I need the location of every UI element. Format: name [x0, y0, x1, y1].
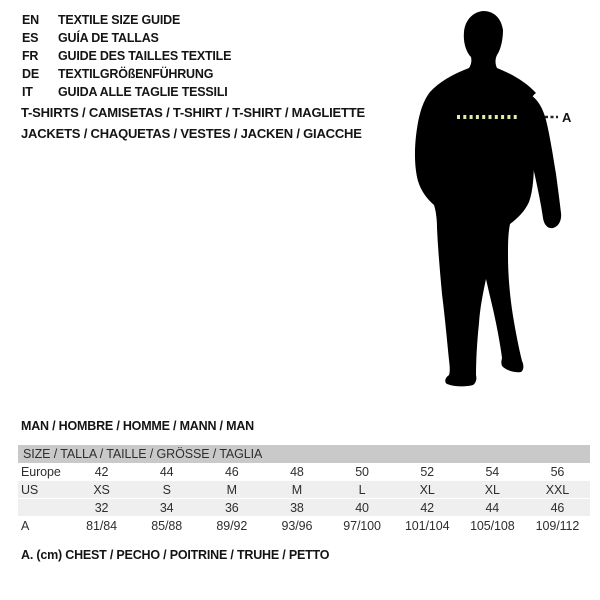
- size-cell: 46: [525, 499, 590, 517]
- size-cell: 109/112: [525, 517, 590, 535]
- language-row: [22, 83, 231, 101]
- size-cell: 85/88: [134, 517, 199, 535]
- size-table: [18, 445, 590, 535]
- size-table-header: SIZE / TALLA / TAILLE / GRÖSSE / TAGLIA: [18, 445, 590, 463]
- language-code: IT: [22, 85, 33, 99]
- size-cell: 48: [264, 463, 329, 481]
- size-table-grid: [18, 463, 590, 535]
- size-cell: 54: [460, 463, 525, 481]
- size-cell: 105/108: [460, 517, 525, 535]
- measurement-footnote: A. (cm) CHEST / PECHO / POITRINE / TRUHE / PETTO: [21, 548, 330, 562]
- row-label: Europe: [18, 463, 69, 481]
- language-label: GUIDA ALLE TAGLIE TESSILI: [58, 85, 228, 99]
- size-cell: XL: [395, 481, 460, 499]
- language-code: ES: [22, 31, 39, 45]
- size-cell: 34: [134, 499, 199, 517]
- table-row-uk: [18, 499, 590, 517]
- silhouette-body: [415, 11, 536, 386]
- size-cell: XXL: [525, 481, 590, 499]
- category-tshirts: T-SHIRTS / CAMISETAS / T-SHIRT / T-SHIRT / MAGLIETTE: [21, 105, 365, 120]
- language-row: [22, 11, 231, 29]
- size-cell: 89/92: [199, 517, 264, 535]
- size-cell: 56: [525, 463, 590, 481]
- language-code: EN: [22, 13, 39, 27]
- row-label: US: [18, 481, 69, 499]
- size-cell: M: [199, 481, 264, 499]
- size-cell: 93/96: [264, 517, 329, 535]
- size-cell: 46: [199, 463, 264, 481]
- language-row: [22, 65, 231, 83]
- language-label: GUIDE DES TAILLES TEXTILE: [58, 49, 232, 63]
- size-cell: L: [330, 481, 395, 499]
- size-cell: 101/104: [395, 517, 460, 535]
- size-cell: XS: [69, 481, 134, 499]
- language-code: DE: [22, 67, 39, 81]
- size-cell: 50: [330, 463, 395, 481]
- language-list: [22, 11, 231, 101]
- row-label: [18, 499, 69, 517]
- size-cell: 81/84: [69, 517, 134, 535]
- measure-label-a: A: [562, 110, 572, 125]
- size-cell: 32: [69, 499, 134, 517]
- size-cell: 97/100: [330, 517, 395, 535]
- language-label: GUÍA DE TALLAS: [58, 31, 159, 45]
- size-cell: 44: [134, 463, 199, 481]
- gender-title: MAN / HOMBRE / HOMME / MANN / MAN: [21, 419, 254, 433]
- table-row-europe: [18, 463, 590, 481]
- size-cell: S: [134, 481, 199, 499]
- size-cell: 44: [460, 499, 525, 517]
- language-code: FR: [22, 49, 39, 63]
- language-label: TEXTILGRÖßENFÜHRUNG: [58, 67, 214, 81]
- table-row-us: [18, 481, 590, 499]
- language-row: [22, 47, 231, 65]
- size-cell: M: [264, 481, 329, 499]
- category-jackets: JACKETS / CHAQUETAS / VESTES / JACKEN / GIACCHE: [21, 126, 362, 141]
- size-cell: 38: [264, 499, 329, 517]
- table-row-chest: [18, 517, 590, 535]
- size-cell: 36: [199, 499, 264, 517]
- size-cell: 40: [330, 499, 395, 517]
- size-cell: 42: [69, 463, 134, 481]
- row-label: A: [18, 517, 69, 535]
- man-silhouette: [405, 8, 585, 400]
- language-row: [22, 29, 231, 47]
- size-cell: 52: [395, 463, 460, 481]
- size-cell: 42: [395, 499, 460, 517]
- size-cell: XL: [460, 481, 525, 499]
- language-label: TEXTILE SIZE GUIDE: [58, 13, 181, 27]
